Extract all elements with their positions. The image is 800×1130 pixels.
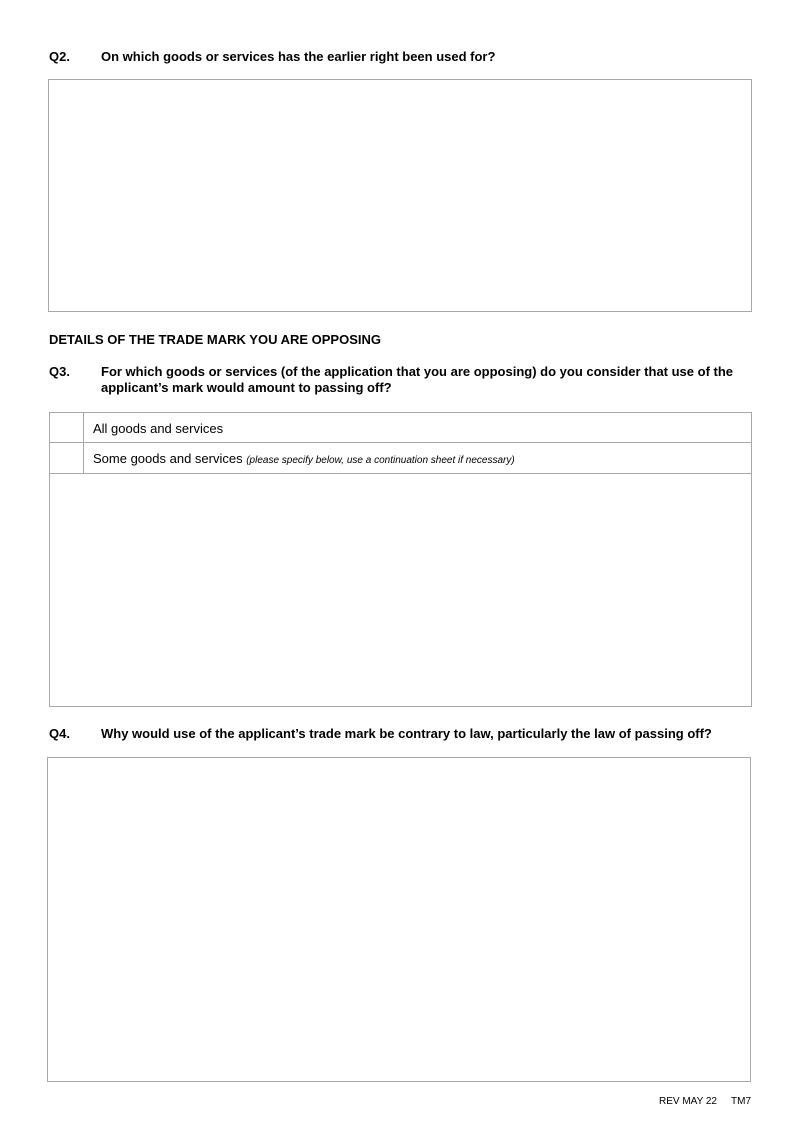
page-footer — [659, 1096, 751, 1107]
q3-options-table — [49, 412, 752, 707]
option-label — [93, 421, 223, 436]
q2-answer-box[interactable] — [48, 79, 752, 312]
option-all-goods-row — [50, 413, 751, 443]
q3-details-box[interactable] — [50, 474, 751, 706]
section-heading: DETAILS OF THE TRADE MARK YOU ARE OPPOSING — [49, 332, 382, 347]
option-all-goods-checkbox[interactable] — [50, 413, 84, 442]
question-number: Q4. — [49, 726, 70, 741]
option-some-goods-row — [50, 443, 751, 474]
question-text: Why would use of the applicant’s trade mark be contrary to law, particularly the law of passing off? — [101, 726, 712, 741]
option-some-goods-label: Some goods and services — [93, 451, 243, 466]
question-text: For which goods or services (of the application that you are opposing) do you consider that use of the applicant’s mark would amount to passing off? — [101, 364, 734, 395]
q2-answer-field[interactable] — [49, 80, 751, 311]
option-label — [93, 451, 515, 466]
question-number: Q2. — [49, 49, 70, 64]
question-number: Q3. — [49, 364, 70, 379]
option-some-goods-note: (please specify below, use a continuation sheet if necessary) — [246, 455, 515, 466]
form-code: TM7 — [731, 1096, 751, 1107]
q3-details-field[interactable] — [50, 474, 751, 706]
question-text: On which goods or services has the earlier right been used for? — [101, 49, 496, 64]
revision-label: REV MAY 22 — [659, 1096, 717, 1107]
q4-answer-field[interactable] — [48, 758, 750, 1081]
option-some-goods-checkbox[interactable] — [50, 443, 84, 473]
q4-answer-box[interactable] — [47, 757, 751, 1082]
question-q3 — [49, 364, 751, 398]
option-all-goods-label: All goods and services — [93, 421, 224, 436]
